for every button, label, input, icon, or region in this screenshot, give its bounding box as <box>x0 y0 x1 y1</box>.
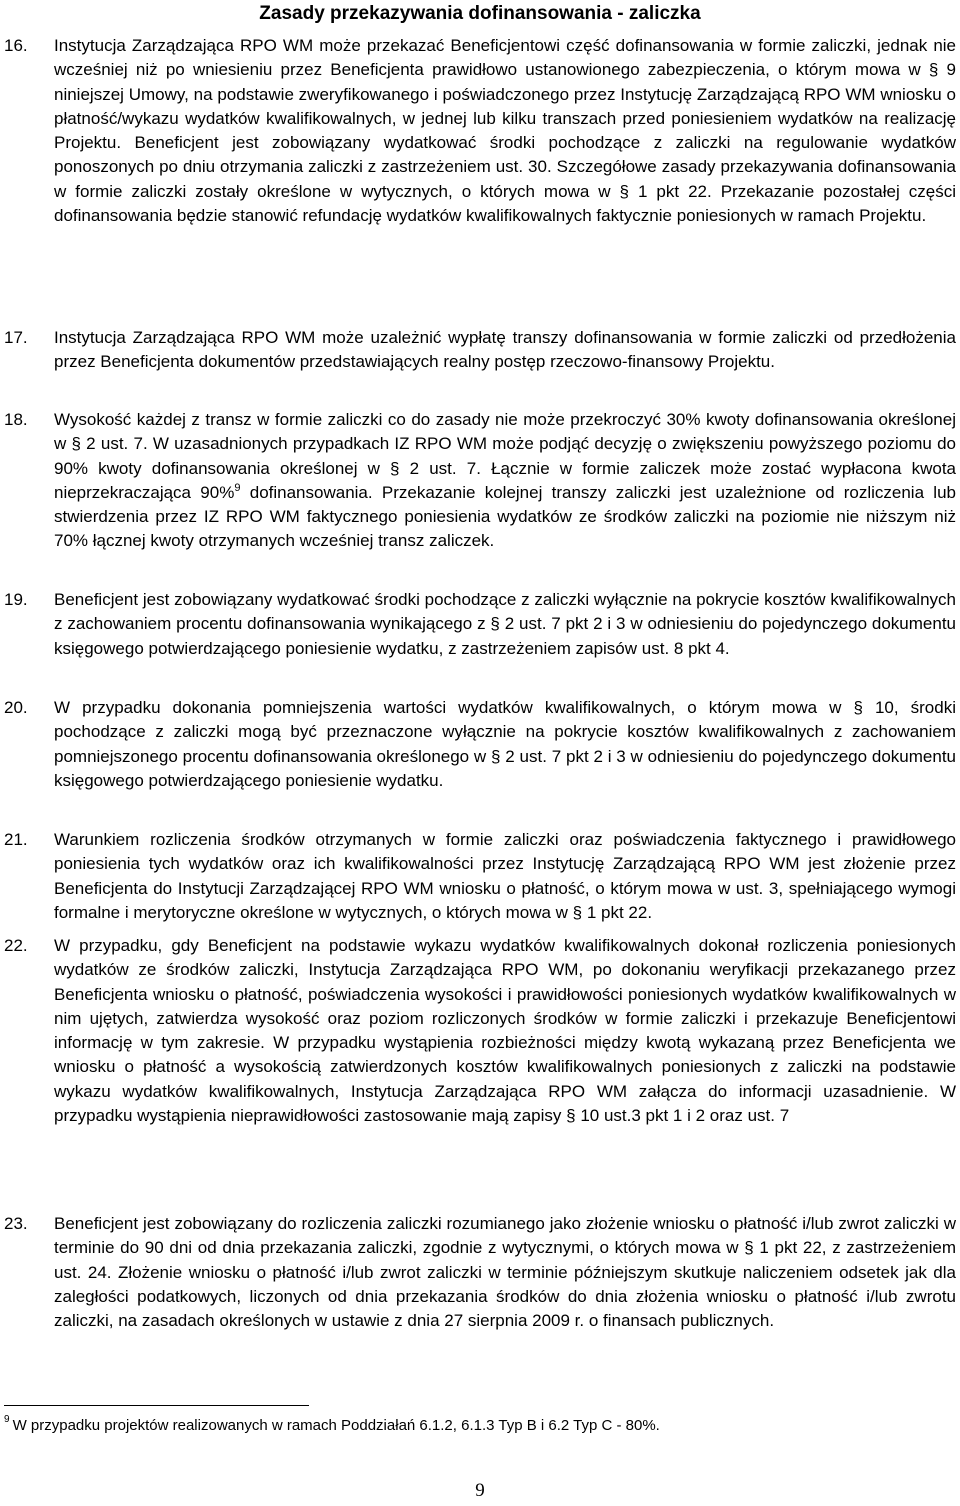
footnote-reference: 9 <box>234 481 241 494</box>
item-number: 23. <box>4 1214 28 1233</box>
list-item-19 <box>4 588 956 661</box>
item-number: 20. <box>4 698 28 717</box>
item-number: 22. <box>4 936 28 955</box>
item-text: Instytucja Zarządzająca RPO WM może uzależnić wypłatę transzy dofinansowania w formie zaliczki od przedłożenia przez Beneficjenta dokumentów przedstawiających realny postęp rzeczowo-finansowy Projektu. <box>54 328 956 372</box>
page-number: 9 <box>475 1480 485 1501</box>
list-item-16 <box>4 34 956 228</box>
list-item-17 <box>4 326 956 375</box>
item-text: W przypadku dokonania pomniejszenia wartości wydatków kwalifikowalnych, o którym mowa w § 10, środki pochodzące z zaliczki mogą być przeznaczone wyłącznie na pokrycie kosztów kwalifikowalnych z zachowaniem pomniejszonego procentu dofinansowania określonego w § 2 ust. 7 pkt 2 i 3 w odniesieniu do pojedynczego dokumentu księgowego potwierdzającego poniesienie wydatku. <box>54 698 956 790</box>
item-number: 21. <box>4 830 28 849</box>
item-text <box>54 408 956 554</box>
list-item-21 <box>4 828 956 925</box>
item-text-part: Wysokość każdej z transz w formie zaliczki co do zasady nie może przekroczyć 30% kwoty dofinansowania określonej w § 2 ust. 7. W uzasadnionych przypadkach IZ RPO WM może podjąć decyzję o zwiększeniu powyższego poziomu do 90% kwoty dofinansowania określonej w § 2 ust. 7. Łącznie w formie zaliczek może zostać wypłacona kwota nieprzekraczająca 90% <box>54 410 956 502</box>
item-text: Beneficjent jest zobowiązany wydatkować środki pochodzące z zaliczki wyłącznie na pokrycie kosztów kwalifikowalnych z zachowaniem procentu dofinansowania wynikającego z § 2 ust. 7 pkt 2 i 3 w odniesieniu do pojedynczego dokumentu księgowego potwierdzającego poniesienie wydatku, z zastrzeżeniem zapisów ust. 8 pkt 4. <box>54 590 956 658</box>
list-item-23 <box>4 1212 956 1333</box>
footnote-text: W przypadku projektów realizowanych w ramach Poddziałań 6.1.2, 6.1.3 Typ B i 6.2 Typ C - 80%. <box>12 1417 660 1434</box>
item-text-part: dofinansowania. Przekazanie kolejnej transzy zaliczki jest uzależnione od rozliczenia lub stwierdzenia przez IZ RPO WM faktycznego poniesienia wydatków ze środków zaliczki na poziomie nie niższym niż 70% łącznej kwoty otrzymanych wcześniej transz zaliczek. <box>54 482 956 551</box>
list-item-18 <box>4 408 956 554</box>
list-item-20 <box>4 696 956 793</box>
footnote-mark: 9 <box>4 1414 10 1425</box>
item-text: W przypadku, gdy Beneficjent na podstawie wykazu wydatków kwalifikowalnych dokonał rozliczenia poniesionych wydatków ze środków zaliczki, Instytucja Zarządzająca RPO WM, po dokonaniu weryfikacji przekazanego przez Beneficjenta wniosku o płatność, poświadczenia wysokości i prawidłowości poniesionych wydatków kwalifikowalnych w nim ujętych, zatwierdza wysokość oraz poziom rozliczonych środków w formie zaliczki i przekazuje Beneficjentowi informację w tym zakresie. W przypadku wystąpienia rozbieżności między kwotą wykazaną przez Beneficjenta we wniosku o płatność a wysokością zatwierdzonych kosztów kwalifikowalnych poniesionych z zaliczki na podstawie wykazu wydatków kwalifikowalnych, Instytucja Zarządzająca RPO WM załącza do informacji uzasadnienie. W przypadku wystąpienia nieprawidłowości zastosowanie mają zapisy § 10 ust.3 pkt 1 i 2 oraz ust. 7 <box>54 936 956 1126</box>
footnote-divider <box>4 1405 309 1406</box>
item-text: Instytucja Zarządzająca RPO WM może przekazać Beneficjentowi część dofinansowania w formie zaliczki, jednak nie wcześniej niż po wniesieniu przez Beneficjenta prawidłowo ustanowionego zabezpieczenia, o którym mowa w § 9 niniejszej Umowy, na podstawie zweryfikowanego i poświadczonego przez Instytucję Zarządzającą RPO WM wniosku o płatność/wykazu wydatków kwalifikowalnych, w jednej lub kilku transzach przed poniesieniem wydatków na realizację Projektu. Beneficjent jest zobowiązany wydatkować środki pochodzące z zaliczki na regulowanie wydatków ponoszonych po dniu otrzymania zaliczki z zastrzeżeniem ust. 30. Szczegółowe zasady przekazywania dofinansowania w formie zaliczki zostały określone w wytycznych, o których mowa w § 1 pkt 22. Przekazanie pozostałej części dofinansowania będzie stanowić refundację wydatków kwalifikowalnych faktycznie poniesionych w ramach Projektu. <box>54 36 956 226</box>
item-number: 16. <box>4 36 28 55</box>
document-title: Zasady przekazywania dofinansowania - zaliczka <box>259 3 701 24</box>
item-text: Warunkiem rozliczenia środków otrzymanych w formie zaliczki oraz poświadczenia faktycznego i prawidłowego poniesienia tych wydatków oraz ich kwalifikowalności przez Instytucję Zarządzającą RPO WM jest złożenie przez Beneficjenta do Instytucji Zarządzającej RPO WM wniosku o płatność, o którym mowa w ust. 3, spełniającego wymogi formalne i merytoryczne określone w wytycznych, o których mowa w § 1 pkt 22. <box>54 830 956 922</box>
item-number: 17. <box>4 328 28 347</box>
list-item-22 <box>4 934 956 1128</box>
footnote <box>4 1414 956 1438</box>
item-number: 18. <box>4 410 28 429</box>
item-number: 19. <box>4 590 28 609</box>
item-text: Beneficjent jest zobowiązany do rozliczenia zaliczki rozumianego jako złożenie wniosku o płatność i/lub zwrot zaliczki w terminie do 90 dni od dnia przekazania zaliczki, zgodnie z wytycznymi, o których mowa w § 1 pkt 22, z zastrzeżeniem ust. 24. Złożenie wniosku o płatność i/lub zwrot zaliczki w terminie późniejszym skutkuje naliczeniem odsetek jak dla zaległości podatkowych, liczonych od dnia przekazania środków do dnia złożenia wniosku o płatność i/lub zwrotu zaliczki, na zasadach określonych w ustawie z dnia 27 sierpnia 2009 r. o finansach publicznych. <box>54 1214 956 1331</box>
